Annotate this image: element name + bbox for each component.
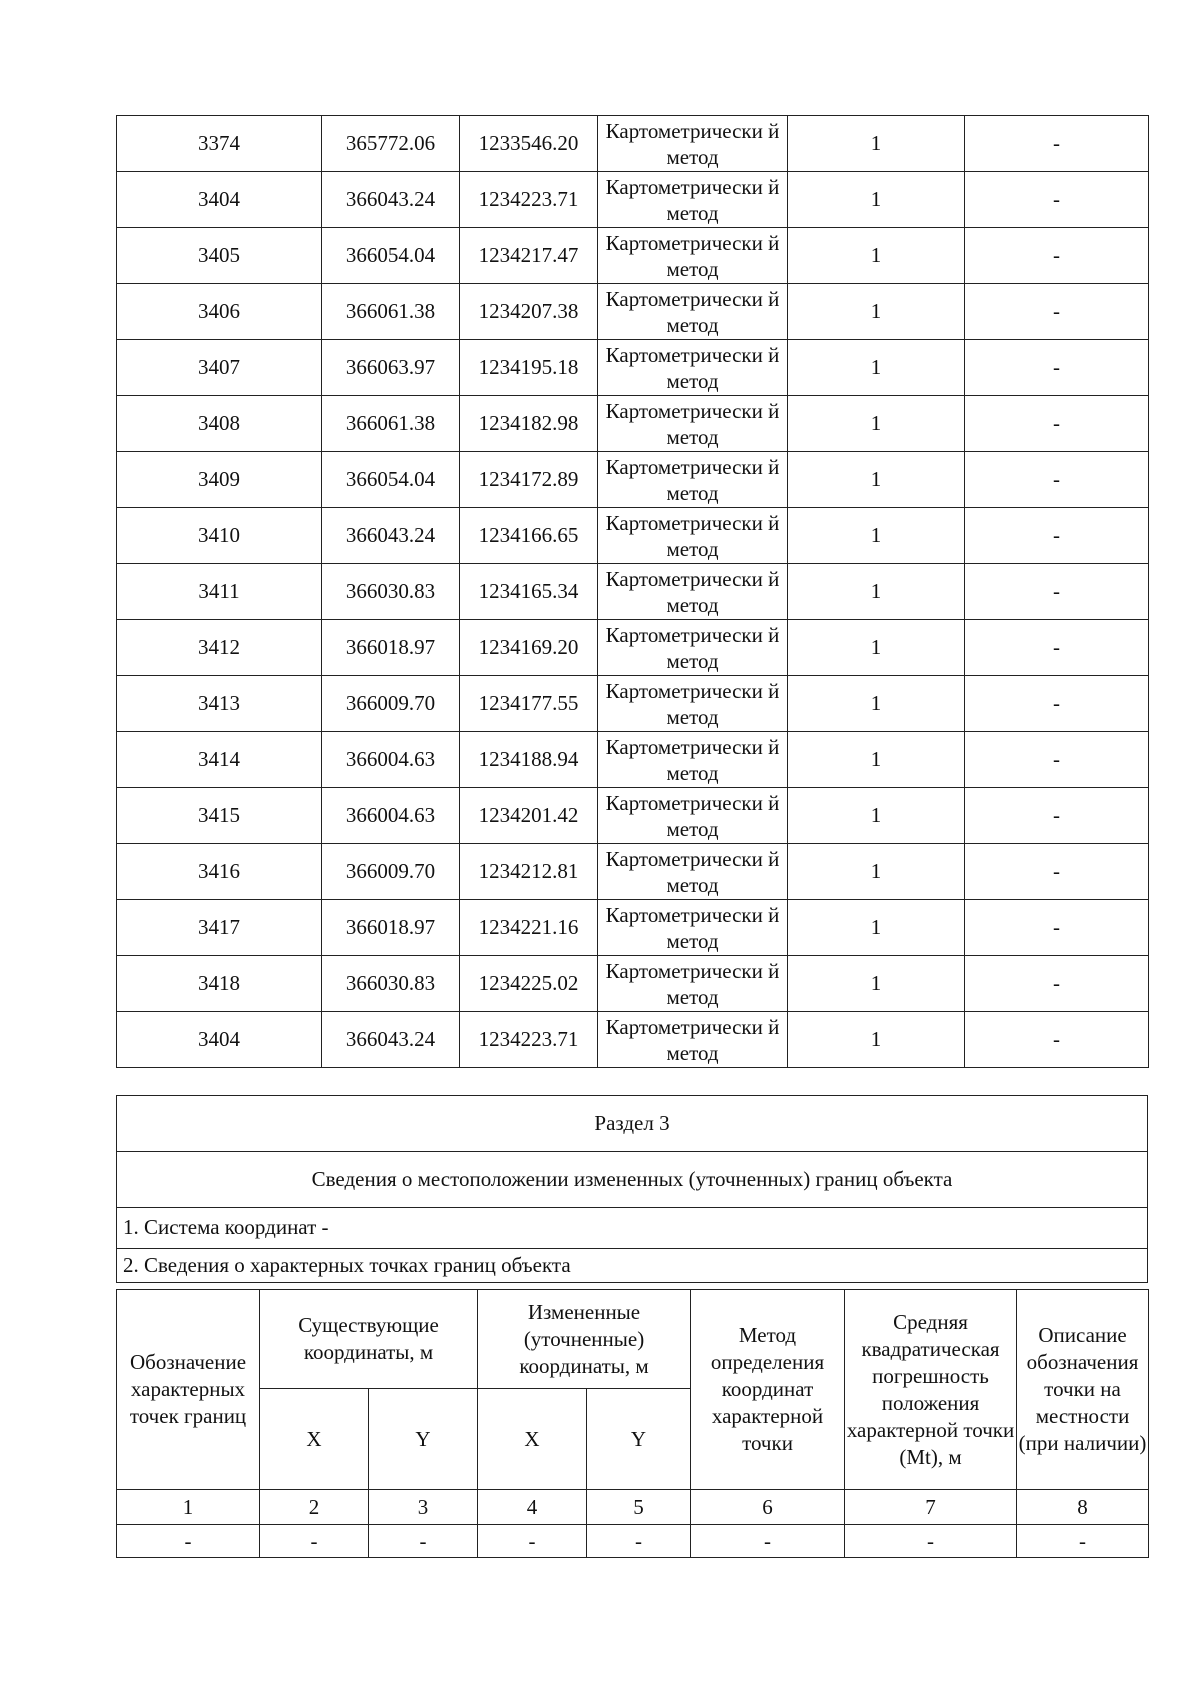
point-x: 366004.63	[322, 732, 460, 788]
point-x: 366009.70	[322, 676, 460, 732]
points-table	[116, 115, 1149, 1068]
point-x: 366009.70	[322, 844, 460, 900]
point-y: 1234169.20	[460, 620, 598, 676]
column-number: 1	[117, 1490, 260, 1525]
point-y: 1234221.16	[460, 900, 598, 956]
point-id: 3409	[117, 452, 322, 508]
point-method: Картометрически й метод	[598, 788, 788, 844]
point-x: 366063.97	[322, 340, 460, 396]
point-id: 3405	[117, 228, 322, 284]
point-mt: 1	[788, 788, 965, 844]
point-id: 3414	[117, 732, 322, 788]
empty-cell: -	[845, 1525, 1017, 1558]
point-description: -	[965, 956, 1149, 1012]
point-method: Картометрически й метод	[598, 900, 788, 956]
coordinate-system: 1. Система координат -	[117, 1208, 1148, 1249]
point-description: -	[965, 564, 1149, 620]
point-y: 1234207.38	[460, 284, 598, 340]
empty-cell: -	[478, 1525, 587, 1558]
point-description: -	[965, 788, 1149, 844]
point-id: 3417	[117, 900, 322, 956]
point-method: Картометрически й метод	[598, 620, 788, 676]
point-id: 3415	[117, 788, 322, 844]
point-y: 1234182.98	[460, 396, 598, 452]
point-id: 3412	[117, 620, 322, 676]
header-existing-x: X	[260, 1389, 369, 1490]
empty-cell: -	[260, 1525, 369, 1558]
points-table-body	[117, 116, 1149, 1068]
header-description: Описание обозначения точки на местности (при наличии)	[1017, 1290, 1149, 1490]
table-row	[117, 284, 1149, 340]
point-mt: 1	[788, 116, 965, 172]
point-x: 366018.97	[322, 900, 460, 956]
point-id: 3404	[117, 1012, 322, 1068]
point-description: -	[965, 284, 1149, 340]
point-id: 3416	[117, 844, 322, 900]
point-method: Картометрически й метод	[598, 116, 788, 172]
point-y: 1234188.94	[460, 732, 598, 788]
point-method: Картометрически й метод	[598, 564, 788, 620]
column-number: 3	[369, 1490, 478, 1525]
empty-cell: -	[117, 1525, 260, 1558]
empty-cell: -	[587, 1525, 691, 1558]
point-mt: 1	[788, 508, 965, 564]
point-method: Картометрически й метод	[598, 284, 788, 340]
point-method: Картометрически й метод	[598, 396, 788, 452]
table-row	[117, 900, 1149, 956]
column-number: 8	[1017, 1490, 1149, 1525]
point-description: -	[965, 900, 1149, 956]
header-method: Метод определения координат характерной точки	[691, 1290, 845, 1490]
table-row	[117, 844, 1149, 900]
section-title: Раздел 3	[117, 1096, 1148, 1152]
point-mt: 1	[788, 676, 965, 732]
point-description: -	[965, 452, 1149, 508]
point-x: 366061.38	[322, 396, 460, 452]
point-x: 365772.06	[322, 116, 460, 172]
point-id: 3418	[117, 956, 322, 1012]
table-row	[117, 396, 1149, 452]
table-row	[117, 956, 1149, 1012]
point-y: 1234225.02	[460, 956, 598, 1012]
point-x: 366043.24	[322, 172, 460, 228]
point-mt: 1	[788, 284, 965, 340]
point-id: 3404	[117, 172, 322, 228]
point-mt: 1	[788, 452, 965, 508]
column-number-row	[117, 1490, 1149, 1525]
point-method: Картометрически й метод	[598, 676, 788, 732]
point-method: Картометрически й метод	[598, 844, 788, 900]
point-description: -	[965, 676, 1149, 732]
table-row	[117, 620, 1149, 676]
column-number: 6	[691, 1490, 845, 1525]
point-description: -	[965, 172, 1149, 228]
point-x: 366043.24	[322, 1012, 460, 1068]
point-y: 1234212.81	[460, 844, 598, 900]
table-row	[117, 788, 1149, 844]
column-number: 4	[478, 1490, 587, 1525]
table-row	[117, 676, 1149, 732]
header-point-designation: Обозначение характерных точек границ	[117, 1290, 260, 1490]
point-y: 1234172.89	[460, 452, 598, 508]
point-y: 1234166.65	[460, 508, 598, 564]
point-mt: 1	[788, 732, 965, 788]
point-id: 3374	[117, 116, 322, 172]
empty-cell: -	[369, 1525, 478, 1558]
table-row	[117, 732, 1149, 788]
point-mt: 1	[788, 956, 965, 1012]
point-method: Картометрически й метод	[598, 508, 788, 564]
point-y: 1233546.20	[460, 116, 598, 172]
point-description: -	[965, 228, 1149, 284]
point-method: Картометрически й метод	[598, 956, 788, 1012]
point-mt: 1	[788, 228, 965, 284]
point-y: 1234223.71	[460, 1012, 598, 1068]
point-mt: 1	[788, 564, 965, 620]
table-row	[117, 116, 1149, 172]
column-number: 5	[587, 1490, 691, 1525]
point-mt: 1	[788, 900, 965, 956]
empty-cell: -	[691, 1525, 845, 1558]
point-y: 1234177.55	[460, 676, 598, 732]
point-method: Картометрически й метод	[598, 340, 788, 396]
header-existing-coords: Существующие координаты, м	[260, 1290, 478, 1389]
point-id: 3410	[117, 508, 322, 564]
point-mt: 1	[788, 396, 965, 452]
section-3-table	[116, 1095, 1148, 1283]
table-row	[117, 172, 1149, 228]
table-row	[117, 508, 1149, 564]
header-mean-error: Средняя квадратическая погрешность положения характерной точки (Mt), м	[845, 1290, 1017, 1490]
table-row	[117, 564, 1149, 620]
table-row	[117, 228, 1149, 284]
point-x: 366054.04	[322, 228, 460, 284]
point-x: 366061.38	[322, 284, 460, 340]
point-mt: 1	[788, 1012, 965, 1068]
point-id: 3406	[117, 284, 322, 340]
point-mt: 1	[788, 844, 965, 900]
empty-cell: -	[1017, 1525, 1149, 1558]
point-x: 366030.83	[322, 564, 460, 620]
point-method: Картометрически й метод	[598, 228, 788, 284]
header-changed-coords: Измененные (уточненные) координаты, м	[478, 1290, 691, 1389]
point-description: -	[965, 396, 1149, 452]
point-description: -	[965, 732, 1149, 788]
point-y: 1234201.42	[460, 788, 598, 844]
point-description: -	[965, 340, 1149, 396]
point-x: 366004.63	[322, 788, 460, 844]
point-description: -	[965, 508, 1149, 564]
point-mt: 1	[788, 172, 965, 228]
point-method: Картометрически й метод	[598, 732, 788, 788]
point-description: -	[965, 116, 1149, 172]
header-existing-y: Y	[369, 1389, 478, 1490]
point-id: 3413	[117, 676, 322, 732]
point-id: 3411	[117, 564, 322, 620]
point-mt: 1	[788, 340, 965, 396]
table-row	[117, 1012, 1149, 1068]
section-subtitle: Сведения о местоположении измененных (уточненных) границ объекта	[117, 1152, 1148, 1208]
point-y: 1234223.71	[460, 172, 598, 228]
point-id: 3408	[117, 396, 322, 452]
point-y: 1234195.18	[460, 340, 598, 396]
point-y: 1234165.34	[460, 564, 598, 620]
point-description: -	[965, 844, 1149, 900]
points-info-heading: 2. Сведения о характерных точках границ объекта	[117, 1249, 1148, 1283]
point-x: 366030.83	[322, 956, 460, 1012]
header-changed-x: X	[478, 1389, 587, 1490]
point-x: 366018.97	[322, 620, 460, 676]
point-mt: 1	[788, 620, 965, 676]
point-method: Картометрически й метод	[598, 452, 788, 508]
table-row	[117, 452, 1149, 508]
point-description: -	[965, 1012, 1149, 1068]
table-row	[117, 340, 1149, 396]
point-id: 3407	[117, 340, 322, 396]
point-x: 366054.04	[322, 452, 460, 508]
point-y: 1234217.47	[460, 228, 598, 284]
point-method: Картометрически й метод	[598, 172, 788, 228]
point-description: -	[965, 620, 1149, 676]
header-changed-y: Y	[587, 1389, 691, 1490]
point-x: 366043.24	[322, 508, 460, 564]
column-number: 2	[260, 1490, 369, 1525]
empty-data-row	[117, 1525, 1149, 1558]
point-method: Картометрически й метод	[598, 1012, 788, 1068]
column-number: 7	[845, 1490, 1017, 1525]
changed-points-table	[116, 1289, 1149, 1558]
